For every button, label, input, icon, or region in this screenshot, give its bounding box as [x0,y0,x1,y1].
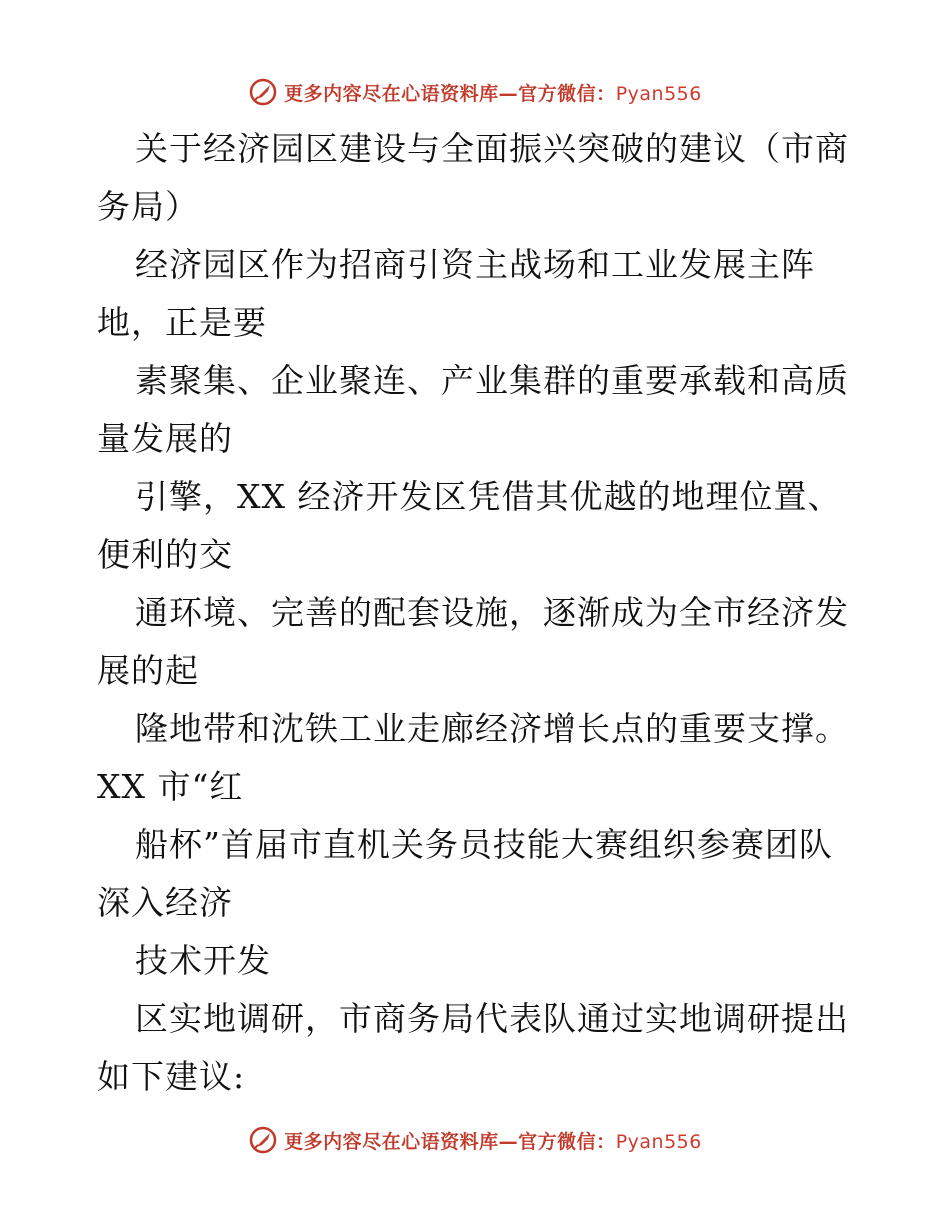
text-line: 展的起 [97,651,199,690]
header-site-text: 更多内容尽在心语资料库 [284,82,499,105]
text-line: 隆地带和沈铁工业走廊经济增长点的重要支撑。 [135,709,849,748]
quill-logo-icon [248,1125,278,1155]
text-line: 区实地调研，市商务局代表队通过实地调研提出 [135,999,849,1038]
footer-wechat-label: 官方微信： [518,1130,616,1153]
header-wechat-id: Pyan556 [615,82,702,105]
footer-watermark-banner [0,1120,950,1160]
text-line: 便利的交 [97,535,233,574]
header-separator: — [498,82,519,105]
text-line: XX 市“红 [97,767,244,806]
text-line: 务局） [97,187,199,226]
text-line: 深入经济 [97,883,233,922]
text-line: 如下建议: [97,1057,246,1096]
text-line: 素聚集、企业聚连、产业集群的重要承载和高质 [135,361,849,400]
document-body [97,120,857,1106]
header-wechat-label: 官方微信： [518,82,616,105]
text-line: 经济园区作为招商引资主战场和工业发展主阵 [135,245,815,284]
text-line: 引擎，XX 经济开发区凭借其优越的地理位置、 [135,477,842,516]
text-line: 关于经济园区建设与全面振兴突破的建议（市商 [135,129,849,168]
text-line: 通环境、完善的配套设施，逐渐成为全市经济发 [135,593,849,632]
text-line: 技术开发 [135,941,271,980]
footer-wechat-id: Pyan556 [615,1130,702,1153]
header-banner-text [284,79,702,106]
text-line: 地，正是要 [97,303,267,342]
header-watermark-banner [0,72,950,112]
footer-separator: — [498,1130,519,1153]
text-line: 船杯”首届市直机关务员技能大赛组织参赛团队 [135,825,833,864]
footer-banner-text [284,1127,702,1154]
text-line: 量发展的 [97,419,233,458]
footer-site-text: 更多内容尽在心语资料库 [284,1130,499,1153]
quill-logo-icon [248,77,278,107]
